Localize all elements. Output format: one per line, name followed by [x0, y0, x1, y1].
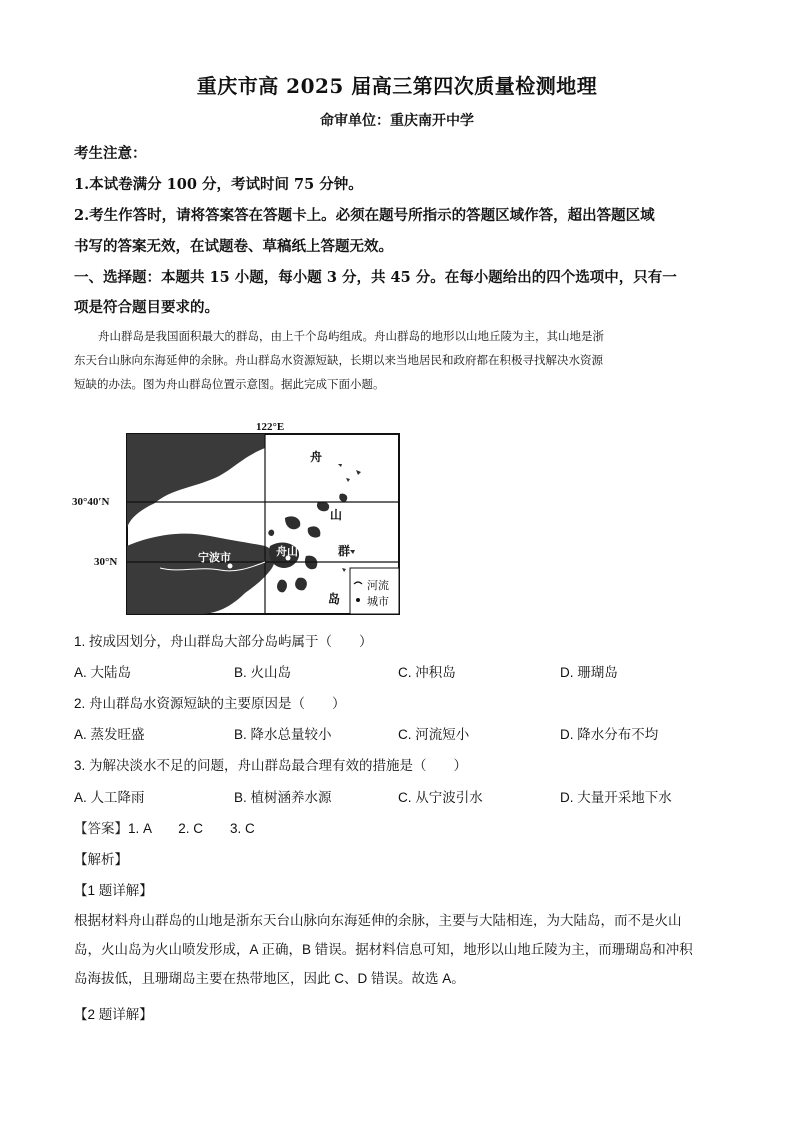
zhoushan-location-map — [70, 418, 410, 620]
q1-analysis-heading: 【1 题详解】 — [74, 883, 153, 898]
notes-item-1: 1.本试卷满分 100 分，考试时间 75 分钟。 — [74, 176, 363, 193]
bay-label: 杭州湾 — [172, 506, 209, 520]
q2-option-c[interactable]: C. 河流短小 — [398, 727, 470, 742]
latitude-label-1: 30°40′N — [72, 496, 110, 508]
latitude-label-2: 30°N — [94, 556, 118, 568]
notes-item-2-line-2: 书写的答案无效，在试题卷、草稿纸上答题无效。 — [74, 238, 393, 255]
legend-city-symbol — [356, 598, 360, 602]
q1-analysis-line-2: 岛，火山岛为火山喷发形成，A 正确，B 错误。据材料信息可知，地形以山地丘陵为主，而珊瑚岛和冲积 — [74, 942, 693, 957]
q3-option-a[interactable]: A. 人工降雨 — [74, 790, 145, 805]
passage-line-2: 东天台山脉向东海延伸的余脉。舟山群岛水资源短缺，长期以来当地居民和政府都在积极寻找解决水资源 — [74, 353, 603, 367]
analysis-tag: 【解析】 — [74, 852, 128, 867]
question-1-stem: 1. 按成因划分，舟山群岛大部分岛屿属于（ ） — [74, 634, 373, 649]
q1-analysis-line-3: 岛海拔低，且珊瑚岛主要在热带地区，因此 C、D 错误。故选 A。 — [74, 971, 465, 986]
q1-analysis-body — [74, 906, 724, 993]
q1-analysis-line-1: 根据材料舟山群岛的山地是浙东天台山脉向东海延伸的余脉，主要与大陆相连，为大陆岛，而不是火山 — [74, 913, 682, 928]
city-label-zhoushan: 舟山市 — [276, 545, 309, 558]
q1-option-d[interactable]: D. 珊瑚岛 — [560, 665, 618, 680]
section-heading-line-1: 一、选择题：本题共 15 小题，每小题 3 分，共 45 分。在每小题给出的四个选项中，只有一 — [74, 269, 677, 286]
page-title: 重庆市高 2025 届高三第四次质量检测地理 — [196, 74, 598, 98]
q1-option-a[interactable]: A. 大陆岛 — [74, 665, 132, 680]
answer-tag: 【答案】 — [74, 821, 128, 836]
q2-analysis-heading: 【2 题详解】 — [74, 1007, 153, 1022]
longitude-label: 122°E — [256, 421, 285, 433]
section-heading-line-2: 项是符合题目要求的。 — [74, 299, 219, 316]
q3-option-b[interactable]: B. 植树涵养水源 — [234, 790, 332, 805]
archipelago-char-3: 群 — [338, 544, 351, 558]
passage-line-3: 短缺的办法。图为舟山群岛位置示意图。据此完成下面小题。 — [74, 377, 385, 391]
notes-item-2-line-1: 2.考生作答时，请将答案答在答题卡上。必须在题号所指示的答题区域作答，超出答题区域 — [74, 207, 655, 224]
archipelago-char-4: 岛 — [328, 592, 341, 606]
archipelago-char-2: 山 — [330, 508, 343, 522]
q1-option-c[interactable]: C. 冲积岛 — [398, 665, 456, 680]
q3-option-d[interactable]: D. 大量开采地下水 — [560, 790, 672, 805]
question-3-stem: 3. 为解决淡水不足的问题，舟山群岛最合理有效的措施是（ ） — [74, 758, 468, 773]
passage-line-1: 舟山群岛是我国面积最大的群岛，由上千个岛屿组成。舟山群岛的地形以山地丘陵为主，其山地是浙 — [98, 329, 604, 343]
q3-option-c[interactable]: C. 从宁波引水 — [398, 790, 483, 805]
legend-city-label: 城市 — [367, 595, 389, 608]
island — [295, 578, 307, 591]
q2-option-d[interactable]: D. 降水分布不均 — [560, 727, 659, 742]
q2-option-a[interactable]: A. 蒸发旺盛 — [74, 727, 145, 742]
legend-river-label: 河流 — [367, 579, 389, 592]
notes-heading: 考生注意： — [74, 145, 147, 162]
question-2-stem: 2. 舟山群岛水资源短缺的主要原因是（ ） — [74, 696, 346, 711]
answer-line — [74, 817, 255, 837]
answer-values: 1. A 2. C 3. C — [128, 821, 255, 836]
q2-option-b[interactable]: B. 降水总量较小 — [234, 727, 332, 742]
map-svg — [70, 418, 410, 620]
passage — [74, 324, 722, 396]
page-subtitle: 命审单位：重庆南开中学 — [320, 113, 474, 129]
city-label-ningbo: 宁波市 — [198, 551, 231, 564]
q1-option-b[interactable]: B. 火山岛 — [234, 665, 292, 680]
archipelago-char-1: 舟 — [310, 450, 323, 464]
